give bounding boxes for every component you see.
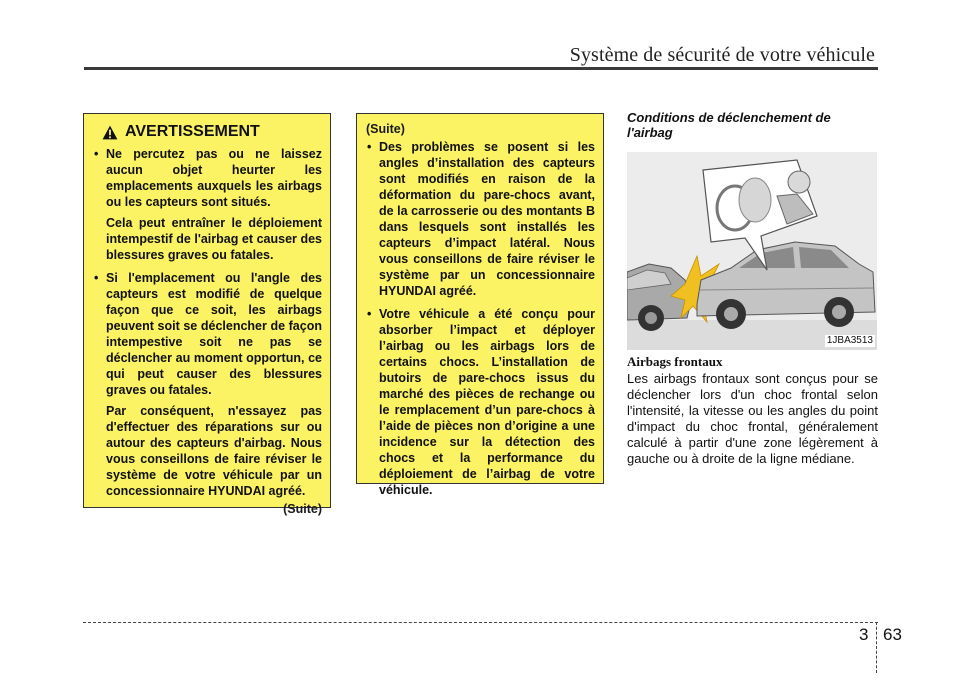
- warning-bullet: [93, 270, 322, 499]
- section-heading: Conditions de déclenchement de l'airbag: [627, 110, 831, 140]
- continued-from-note: (Suite): [366, 122, 405, 136]
- warning-box-1: [83, 113, 331, 516]
- header-rule: [84, 67, 878, 70]
- bullet-text: Par conséquent, n'essayez pas d'effectuer des réparations sur ou autour des capteurs d'airbag. Nous vous conseillons de faire réviser le système de votre véhicule par un concessionnaire HYUNDAI agréé.: [106, 404, 322, 498]
- warning-title: [102, 123, 322, 141]
- bullet-dot: •: [94, 271, 99, 285]
- running-header: Système de sécurité de votre véhicule: [569, 44, 875, 66]
- bullet-dot: •: [367, 307, 372, 321]
- bullet-text: Ne percutez pas ou ne laissez aucun objet heurter les emplacements auxquels les airbags ou les capteurs sont situés.: [106, 147, 322, 209]
- body-paragraph: Les airbags frontaux sont conçus pour se déclencher lors d'un choc frontal selon l'intensité, la vitesse ou les angles du point d'impact du choc frontal, généralement calculé à partir d'une zone légèrement à gauche ou à droite de la ligne médiane.: [627, 371, 878, 466]
- bullet-text: Des problèmes se posent si les angles d’installation des capteurs sont modifiés en raison de la déformation du pare-chocs avant, de la carrosserie ou des montants B dans lesquels sont installés les capteurs d’impact latéral. Nous vous conseillons de faire réviser le système par un concessionnaire HYUNDAI agréé.: [379, 140, 595, 298]
- warning-triangle-icon: [102, 125, 118, 140]
- bullet-dot: •: [367, 140, 372, 154]
- page-number: 63: [883, 625, 902, 644]
- warning-bullet: [366, 306, 595, 498]
- frontal-collision-illustration: [627, 152, 877, 350]
- subsection-heading: Airbags frontaux: [627, 354, 723, 369]
- bullet-text: Cela peut entraîner le déploiement intempestif de l'airbag et causer des blessures graves ou fatales.: [106, 216, 322, 262]
- continued-note: (Suite): [283, 502, 322, 516]
- warning-bullet: [93, 146, 322, 263]
- footer-divider: [876, 622, 877, 673]
- footer-rule: [83, 622, 878, 623]
- warning-box-2: [356, 113, 604, 497]
- warning-title-text: AVERTISSEMENT: [125, 123, 260, 140]
- warning-bullet: [366, 139, 595, 299]
- chapter-number: 3: [859, 625, 869, 644]
- crash-drawing: [627, 152, 877, 350]
- bullet-text: Si l'emplacement ou l'angle des capteurs est modifié de quelque façon que ce soit, les airbags peuvent soit se déclencher de façon intempestive soit ne pas se déclencher au moment opportun, ce qui peut causer des blessures graves ou fatales.: [106, 271, 322, 397]
- bullet-text: Votre véhicule a été conçu pour absorber l’impact et déployer l’airbag ou les airbags lors de certains chocs. L’installation de butoirs de pare-chocs issus du marché des pièces de rechange ou le remplacement d’un pare-chocs à l’aide de pièces non d’origine a une incidence sur la détection des chocs et la performance du déploiement de l’airbag de votre véhicule.: [379, 307, 595, 497]
- figure-label: 1JBA3513: [826, 335, 873, 346]
- bullet-dot: •: [94, 147, 99, 161]
